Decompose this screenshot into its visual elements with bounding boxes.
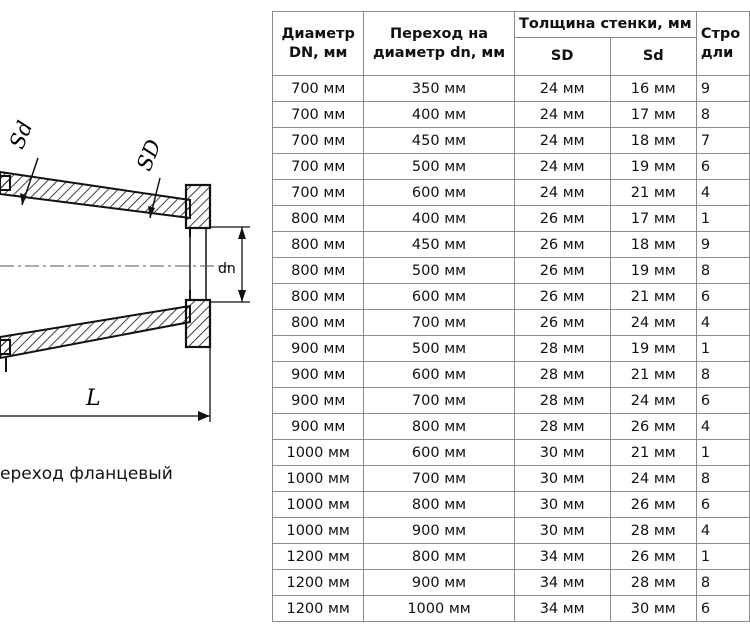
cell-to: 350 мм bbox=[364, 76, 514, 102]
cell-dn: 900 мм bbox=[273, 336, 364, 362]
cell-to: 600 мм bbox=[364, 284, 514, 310]
cell-sd: 26 мм bbox=[514, 310, 610, 336]
cell-sd: 34 мм bbox=[514, 570, 610, 596]
cell-s: 18 мм bbox=[610, 232, 696, 258]
header-wall: Толщина стенки, мм bbox=[514, 12, 696, 38]
cell-sd: 26 мм bbox=[514, 284, 610, 310]
cell-s: 19 мм bbox=[610, 154, 696, 180]
table-row bbox=[273, 518, 750, 544]
right-flange-bottom bbox=[186, 300, 210, 347]
table-row bbox=[273, 180, 750, 206]
cell-sd: 26 мм bbox=[514, 232, 610, 258]
cell-s: 19 мм bbox=[610, 336, 696, 362]
cell-dn: 1000 мм bbox=[273, 466, 364, 492]
cell-sd: 28 мм bbox=[514, 388, 610, 414]
cell-sd: 24 мм bbox=[514, 180, 610, 206]
cell-s: 24 мм bbox=[610, 388, 696, 414]
cell-len: 8 bbox=[696, 570, 749, 596]
cell-s: 28 мм bbox=[610, 518, 696, 544]
table-row bbox=[273, 388, 750, 414]
header-transition-line1: Переход на bbox=[389, 25, 489, 42]
cell-dn: 1000 мм bbox=[273, 518, 364, 544]
table-row bbox=[273, 206, 750, 232]
cell-len: 8 bbox=[696, 258, 749, 284]
header-wall-sd: SD bbox=[514, 38, 610, 76]
table-row bbox=[273, 596, 750, 622]
cell-len: 8 bbox=[696, 102, 749, 128]
cell-s: 21 мм bbox=[610, 180, 696, 206]
cell-len: 4 bbox=[696, 310, 749, 336]
cell-to: 1000 мм bbox=[364, 596, 514, 622]
header-transition bbox=[364, 12, 514, 76]
left-flange-top bbox=[0, 176, 10, 190]
cell-dn: 900 мм bbox=[273, 414, 364, 440]
cell-len: 4 bbox=[696, 180, 749, 206]
cell-s: 21 мм bbox=[610, 440, 696, 466]
cell-to: 700 мм bbox=[364, 310, 514, 336]
drawing-caption: ереход фланцевый bbox=[0, 464, 173, 484]
cell-s: 16 мм bbox=[610, 76, 696, 102]
cell-s: 24 мм bbox=[610, 310, 696, 336]
label-sd: Sd bbox=[4, 117, 38, 153]
cell-to: 900 мм bbox=[364, 570, 514, 596]
cell-s: 17 мм bbox=[610, 206, 696, 232]
cell-sd: 26 мм bbox=[514, 258, 610, 284]
cell-dn: 800 мм bbox=[273, 206, 364, 232]
cell-len: 1 bbox=[696, 206, 749, 232]
cell-sd: 28 мм bbox=[514, 336, 610, 362]
cell-len: 8 bbox=[696, 466, 749, 492]
header-dn bbox=[273, 12, 364, 76]
table-row bbox=[273, 492, 750, 518]
cell-sd: 30 мм bbox=[514, 518, 610, 544]
table-row bbox=[273, 544, 750, 570]
cell-dn: 900 мм bbox=[273, 362, 364, 388]
header-dn-line1: Диаметр bbox=[281, 25, 355, 42]
cell-to: 450 мм bbox=[364, 128, 514, 154]
cell-sd: 30 мм bbox=[514, 440, 610, 466]
cell-sd: 34 мм bbox=[514, 596, 610, 622]
cell-sd: 24 мм bbox=[514, 76, 610, 102]
cell-len: 6 bbox=[696, 596, 749, 622]
cell-dn: 900 мм bbox=[273, 388, 364, 414]
table-row bbox=[273, 258, 750, 284]
cell-len: 6 bbox=[696, 154, 749, 180]
cell-dn: 1000 мм bbox=[273, 492, 364, 518]
label-dn: dn bbox=[218, 261, 236, 277]
cell-s: 26 мм bbox=[610, 492, 696, 518]
cell-dn: 800 мм bbox=[273, 284, 364, 310]
header-length-line1: Стро bbox=[700, 25, 741, 42]
cell-sd: 28 мм bbox=[514, 362, 610, 388]
cell-dn: 1200 мм bbox=[273, 596, 364, 622]
cell-sd: 30 мм bbox=[514, 492, 610, 518]
upper-wall bbox=[0, 172, 190, 218]
cell-sd: 24 мм bbox=[514, 102, 610, 128]
cell-len: 1 bbox=[696, 440, 749, 466]
cell-s: 28 мм bbox=[610, 570, 696, 596]
cell-to: 700 мм bbox=[364, 388, 514, 414]
header-dn-line2: DN, мм bbox=[288, 44, 348, 61]
cell-to: 800 мм bbox=[364, 414, 514, 440]
cell-len: 7 bbox=[696, 128, 749, 154]
cell-s: 24 мм bbox=[610, 466, 696, 492]
table-row bbox=[273, 466, 750, 492]
header-transition-line2: диаметр dn, мм bbox=[372, 44, 506, 61]
label-l: L bbox=[86, 386, 101, 411]
table-row bbox=[273, 570, 750, 596]
cell-s: 18 мм bbox=[610, 128, 696, 154]
cell-to: 400 мм bbox=[364, 102, 514, 128]
cell-sd: 30 мм bbox=[514, 466, 610, 492]
cell-s: 30 мм bbox=[610, 596, 696, 622]
cell-to: 600 мм bbox=[364, 180, 514, 206]
cell-to: 400 мм bbox=[364, 206, 514, 232]
cell-len: 9 bbox=[696, 76, 749, 102]
cell-len: 8 bbox=[696, 362, 749, 388]
cell-len: 6 bbox=[696, 284, 749, 310]
cell-len: 4 bbox=[696, 518, 749, 544]
table-row bbox=[273, 284, 750, 310]
table-row bbox=[273, 232, 750, 258]
cell-len: 6 bbox=[696, 388, 749, 414]
cell-len: 6 bbox=[696, 492, 749, 518]
cell-len: 4 bbox=[696, 414, 749, 440]
left-flange-bottom bbox=[0, 340, 10, 354]
cell-to: 800 мм bbox=[364, 492, 514, 518]
cell-dn: 800 мм bbox=[273, 232, 364, 258]
table-row bbox=[273, 362, 750, 388]
spec-table bbox=[272, 11, 750, 622]
header-length-line2: дли bbox=[700, 44, 734, 61]
cell-dn: 700 мм bbox=[273, 76, 364, 102]
cell-to: 600 мм bbox=[364, 440, 514, 466]
cell-sd: 28 мм bbox=[514, 414, 610, 440]
cell-to: 450 мм bbox=[364, 232, 514, 258]
cell-dn: 700 мм bbox=[273, 102, 364, 128]
cell-sd: 24 мм bbox=[514, 128, 610, 154]
table-row bbox=[273, 102, 750, 128]
table-row bbox=[273, 128, 750, 154]
cell-to: 900 мм bbox=[364, 518, 514, 544]
cell-len: 1 bbox=[696, 336, 749, 362]
cell-dn: 1200 мм bbox=[273, 544, 364, 570]
cell-sd: 26 мм bbox=[514, 206, 610, 232]
lower-wall bbox=[0, 306, 190, 358]
cell-dn: 700 мм bbox=[273, 154, 364, 180]
right-flange-top bbox=[186, 185, 210, 228]
cell-s: 26 мм bbox=[610, 414, 696, 440]
table-row bbox=[273, 310, 750, 336]
table-row bbox=[273, 414, 750, 440]
cell-dn: 1200 мм bbox=[273, 570, 364, 596]
cell-dn: 800 мм bbox=[273, 310, 364, 336]
cell-s: 26 мм bbox=[610, 544, 696, 570]
cell-sd: 34 мм bbox=[514, 544, 610, 570]
table-row bbox=[273, 76, 750, 102]
cell-len: 1 bbox=[696, 544, 749, 570]
cell-s: 21 мм bbox=[610, 284, 696, 310]
cell-dn: 800 мм bbox=[273, 258, 364, 284]
cell-s: 21 мм bbox=[610, 362, 696, 388]
table-row bbox=[273, 336, 750, 362]
header-wall-sdd: Sd bbox=[610, 38, 696, 76]
cell-sd: 24 мм bbox=[514, 154, 610, 180]
header-length bbox=[696, 12, 749, 76]
cell-to: 700 мм bbox=[364, 466, 514, 492]
cell-to: 500 мм bbox=[364, 154, 514, 180]
cell-len: 9 bbox=[696, 232, 749, 258]
cell-to: 600 мм bbox=[364, 362, 514, 388]
table-row bbox=[273, 440, 750, 466]
cell-s: 19 мм bbox=[610, 258, 696, 284]
cell-dn: 700 мм bbox=[273, 180, 364, 206]
table-row bbox=[273, 154, 750, 180]
cell-to: 500 мм bbox=[364, 258, 514, 284]
cell-s: 17 мм bbox=[610, 102, 696, 128]
cell-dn: 700 мм bbox=[273, 128, 364, 154]
cell-dn: 1000 мм bbox=[273, 440, 364, 466]
flange-transition-drawing bbox=[0, 0, 270, 460]
cell-to: 500 мм bbox=[364, 336, 514, 362]
label-sdd: SD bbox=[132, 136, 167, 175]
cell-to: 800 мм bbox=[364, 544, 514, 570]
